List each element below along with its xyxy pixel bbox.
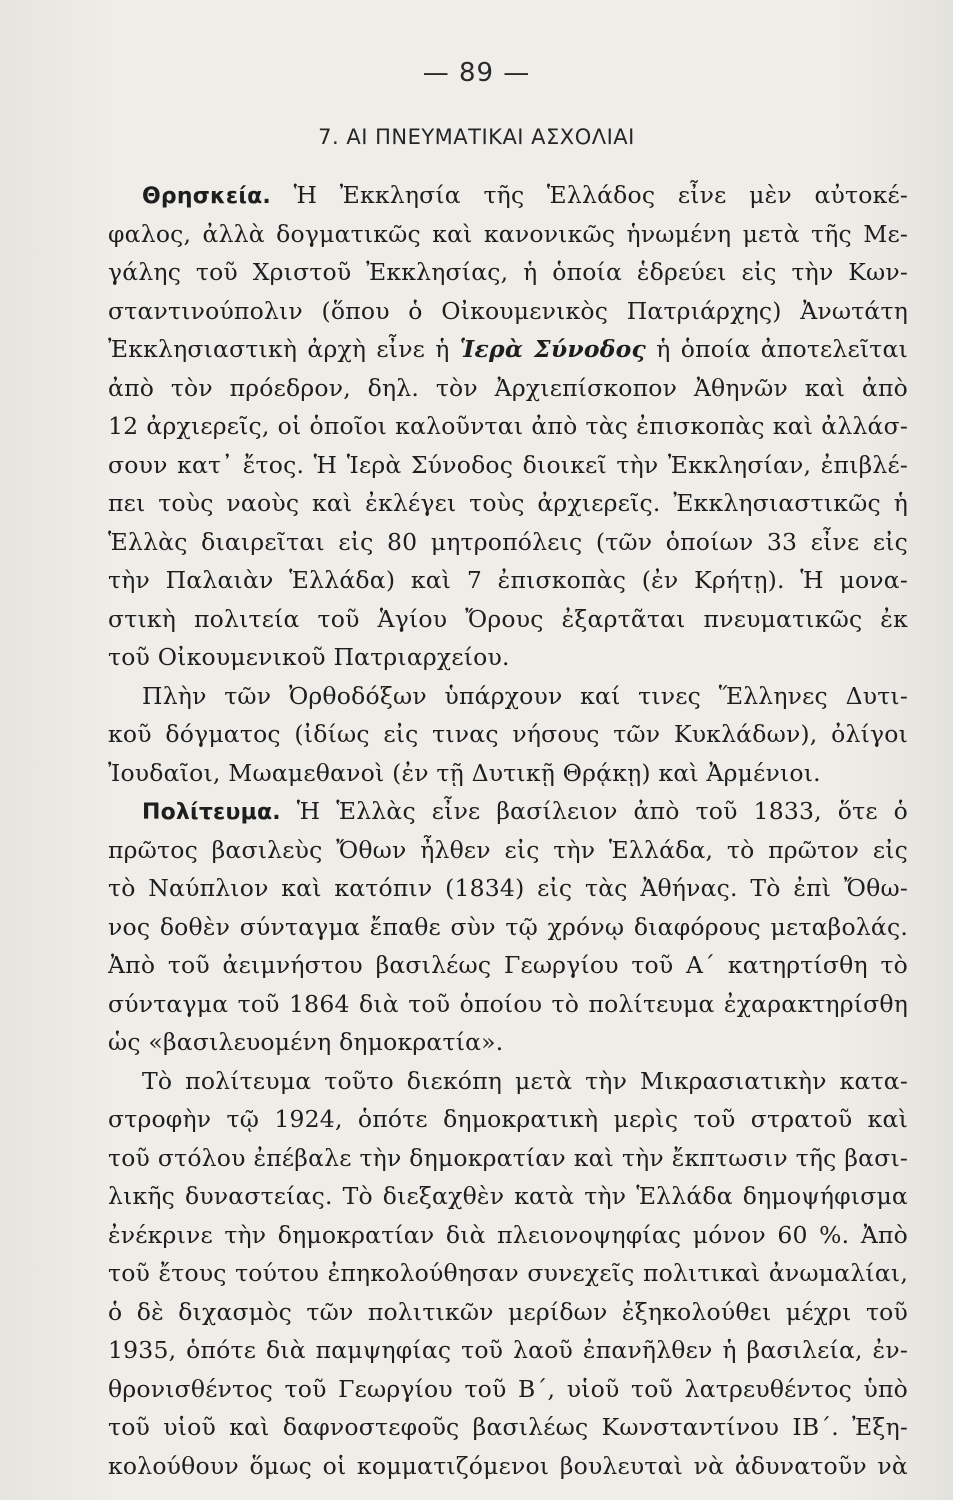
text-line: θρονισθέντος τοῦ Γεωργίου τοῦ Β´, υἱοῦ τοῦ λατρευθέντος ὑπὸ [108, 1374, 908, 1403]
text-line: σύνταγμα τοῦ 1864 διὰ τοῦ ὁποίου τὸ πολίτευμα ἐχαρακτηρίσθη [108, 989, 908, 1018]
text-span: Ἐκκλησιαστικὴ ἀρχὴ εἶνε ἡ [108, 335, 450, 363]
text-line: ὁ δὲ διχασμὸς τῶν πολιτικῶν μερίδων ἐξηκολούθει μέχρι τοῦ [108, 1297, 908, 1326]
text-line: ἐνέκρινε τὴν δημοκρατίαν διὰ πλειονοψηφίας μόνον 60 %. Ἀπὸ [108, 1220, 908, 1249]
text-line: Ἑλλὰς διαιρεῖται εἰς 80 μητροπόλεις (τῶν ὁποίων 33 εἶνε εἰς [108, 527, 908, 556]
section-heading-religion: Θρησκεία. [142, 184, 271, 209]
text-line: κοῦ δόγματος (ἰδίως εἰς τινας νήσους τῶν Κυκλάδων), ὀλίγοι [108, 720, 908, 748]
text-line: τοῦ υἱοῦ καὶ δαφνοστεφοῦς βασιλέως Κωνσταντίνου ΙΒ´. Ἐξη- [108, 1413, 908, 1441]
text-line: σουν κατ᾽ ἔτος. Ἡ Ἱερὰ Σύνοδος διοικεῖ τὴν Ἐκκλησίαν, ἐπιβλέ- [108, 450, 908, 479]
text-line: στικὴ πολιτεία τοῦ Ἁγίου Ὄρους ἐξαρτᾶται πνευματικῶς ἐκ [108, 604, 908, 633]
text-line: τοῦ Οἰκουμενικοῦ Πατριαρχείου. [108, 643, 510, 671]
text-span: Ἡ Ἐκκλησία τῆς Ἑλλάδος εἶνε μὲν αὐτοκέ- [293, 181, 908, 209]
text-line: 12 ἀρχιερεῖς, οἱ ὁποῖοι καλοῦνται ἀπὸ τὰς ἐπισκοπὰς καὶ ἀλλάσ- [108, 412, 908, 440]
text-line: τοῦ στόλου ἐπέβαλε τὴν δημοκρατίαν καὶ τὴν ἔκπτωσιν τῆς βασι- [108, 1143, 908, 1172]
text-line: τὴν Παλαιὰν Ἑλλάδα) καὶ 7 ἐπισκοπὰς (ἐν Κρήτῃ). Ἡ μονα- [108, 566, 908, 594]
text-line [108, 792, 908, 831]
chapter-title: 7. ΑΙ ΠΝΕΥΜΑΤΙΚΑΙ ΑΣΧΟΛΙΑΙ [318, 125, 635, 149]
text-line: ὡς «βασιλευομένη δημοκρατία». [108, 1028, 504, 1056]
body-text [108, 176, 908, 1485]
text-line [108, 176, 908, 215]
text-line: Τὸ πολίτευμα τοῦτο διεκόπη μετὰ τὴν Μικρασιατικὴν κατα- [142, 1066, 908, 1095]
text-line: νος δοθὲν σύνταγμα ἔπαθε σὺν τῷ χρόνῳ διαφόρους μεταβολάς. [108, 912, 908, 941]
text-line: Πλὴν τῶν Ὀρθοδόξων ὑπάρχουν καί τινες Ἕλληνες Δυτι- [142, 681, 908, 710]
text-line [108, 330, 908, 369]
text-line: πει τοὺς ναοὺς καὶ ἐκλέγει τοὺς ἀρχιερεῖς. Ἐκκλησιαστικῶς ἡ [108, 489, 908, 517]
text-span: Ἡ Ἑλλὰς εἶνε βασίλειον ἀπὸ τοῦ 1833, ὅτε ὁ [296, 797, 908, 825]
text-line: τὸ Ναύπλιον καὶ κατόπιν (1834) εἰς τὰς Ἀθήνας. Τὸ ἐπὶ Ὄθω- [108, 874, 908, 902]
emphasis-holy-synod: Ἱερὰ Σύνοδος [459, 335, 646, 363]
text-span: ἡ ὁποία ἀποτελεῖται [656, 335, 908, 363]
text-line: ἀπὸ τὸν πρόεδρον, δηλ. τὸν Ἀρχιεπίσκοπον Ἀθηνῶν καὶ ἀπὸ [108, 373, 908, 402]
text-line: τοῦ ἔτους τούτου ἐπηκολούθησαν συνεχεῖς πολιτικαὶ ἀνωμαλίαι, [108, 1259, 908, 1287]
text-line: σταντινούπολιν (ὅπου ὁ Οἰκουμενικὸς Πατριάρχης) Ἀνωτάτη [108, 296, 908, 325]
text-line: Ἀπὸ τοῦ ἀειμνήστου βασιλέως Γεωργίου τοῦ Α´ κατηρτίσθη τὸ [108, 951, 908, 979]
text-line: κολούθουν ὅμως οἱ κομματιζόμενοι βουλευταὶ νὰ ἀδυνατοῦν νὰ [108, 1451, 908, 1480]
text-line: γάλης τοῦ Χριστοῦ Ἐκκλησίας, ἡ ὁποία ἑδρεύει εἰς τὴν Κων- [108, 258, 908, 286]
text-line: πρῶτος βασιλεὺς Ὄθων ἦλθεν εἰς τὴν Ἑλλάδα, τὸ πρῶτον εἰς [108, 835, 908, 864]
text-line: φαλος, ἀλλὰ δογματικῶς καὶ κανονικῶς ἡνωμένη μετὰ τῆς Με- [108, 219, 908, 248]
text-line: Ἰουδαῖοι, Μωαμεθανοὶ (ἐν τῇ Δυτικῇ Θρᾴκῃ) καὶ Ἀρμένιοι. [108, 758, 821, 787]
page-number: — 89 — [422, 58, 531, 88]
section-heading-government: Πολίτευμα. [142, 800, 281, 825]
text-line: λικῆς δυναστείας. Τὸ διεξαχθὲν κατὰ τὴν Ἑλλάδα δημοψήφισμα [108, 1182, 908, 1210]
text-line: στροφὴν τῷ 1924, ὁπότε δημοκρατικὴ μερὶς τοῦ στρατοῦ καὶ [108, 1105, 908, 1133]
text-line: 1935, ὁπότε διὰ παμψηφίας τοῦ λαοῦ ἐπανῆλθεν ἡ βασιλεία, ἐν- [108, 1336, 908, 1364]
